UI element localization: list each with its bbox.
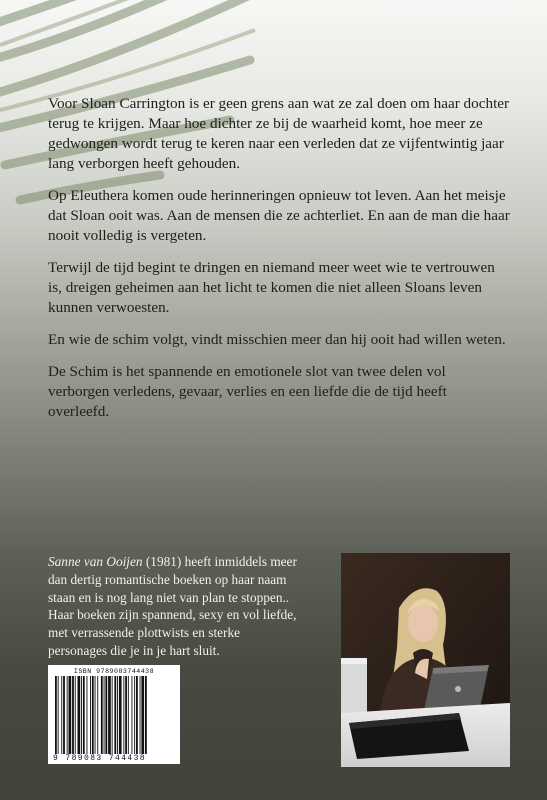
barcode-bar	[125, 676, 127, 754]
barcode-bar	[87, 676, 88, 754]
barcode-bars	[53, 676, 175, 754]
barcode-bar	[140, 676, 141, 754]
barcode-bar	[108, 676, 111, 754]
barcode-bar	[119, 676, 122, 754]
barcode-bar	[63, 676, 65, 754]
barcode-bar	[105, 676, 107, 754]
barcode-bar	[67, 676, 68, 754]
barcode-bar	[104, 676, 105, 754]
blurb-paragraph: Terwijl de tijd begint te dringen en niemand meer weet wie te vertrouwen is, dreigen geheimen aan het licht te komen die niet alleen Sloans leven kunnen verwoesten.	[48, 259, 495, 316]
barcode-bar	[83, 676, 85, 754]
author-photo-illustration	[341, 553, 510, 767]
barcode-bar	[117, 676, 118, 754]
blurb-paragraph: Voor Sloan Carrington is er geen grens aan wat ze zal doen om haar dochter terug te krijgen. Maar hoe dichter ze bij de waarheid komt, hoe meer ze gedwongen wordt terug te keren naar een verleden dat ze vijfentwintig jaar lang verborgen heeft gehouden.	[48, 95, 510, 172]
author-bio-text: (1981) heeft inmiddels meer dan dertig romantische boeken op haar naam staan en is nog lang niet van plan te stoppen.. Haar boeken zijn spannend, sexy en vol liefde, met verrassende plottwists en sterke personages die je in je hart sluit.	[48, 554, 297, 658]
barcode-bar	[101, 676, 103, 754]
barcode-bar	[134, 676, 135, 754]
barcode-bar	[92, 676, 94, 754]
barcode-bar	[114, 676, 116, 754]
barcode-bar	[61, 676, 62, 754]
author-name: Sanne van Ooijen	[48, 554, 143, 569]
barcode-bar	[78, 676, 81, 754]
blurb-paragraph: De Schim is het spannende en emotionele slot van twee delen vol verborgen verledens, gevaar, verlies en een liefde die de tijd heeft overleefd.	[48, 363, 447, 420]
barcode-bar	[136, 676, 138, 754]
blurb-paragraph: Op Eleuthera komen oude herinneringen opnieuw tot leven. Aan het meisje dat Sloan ooit was. Aan de mensen die ze achterliet. En aan de man die haar nooit volledig is vergeten.	[48, 187, 510, 244]
barcode-bar	[69, 676, 72, 754]
barcode-bar	[75, 676, 76, 754]
ean-digits: 9 789083 744438	[53, 754, 147, 763]
barcode-bar	[55, 676, 57, 754]
author-photo	[341, 553, 510, 767]
barcode-bar	[97, 676, 98, 754]
isbn-number: ISBN 9789083744438	[73, 668, 155, 675]
barcode-bar	[58, 676, 59, 754]
blurb-paragraph: En wie de schim volgt, vindt misschien meer dan hij ooit had willen weten.	[48, 331, 506, 348]
barcode-bar	[72, 676, 74, 754]
barcode-bar	[145, 676, 147, 754]
isbn-barcode	[48, 665, 180, 764]
barcode-bar	[123, 676, 124, 754]
barcode-bar	[132, 676, 133, 754]
barcode-bar	[141, 676, 144, 754]
barcode-bar	[112, 676, 113, 754]
author-bio	[48, 553, 298, 660]
back-cover-blurb	[48, 94, 510, 434]
barcode-bar	[81, 676, 82, 754]
barcode-bar	[90, 676, 91, 754]
barcode-bar	[128, 676, 129, 754]
barcode-bar	[95, 676, 96, 754]
